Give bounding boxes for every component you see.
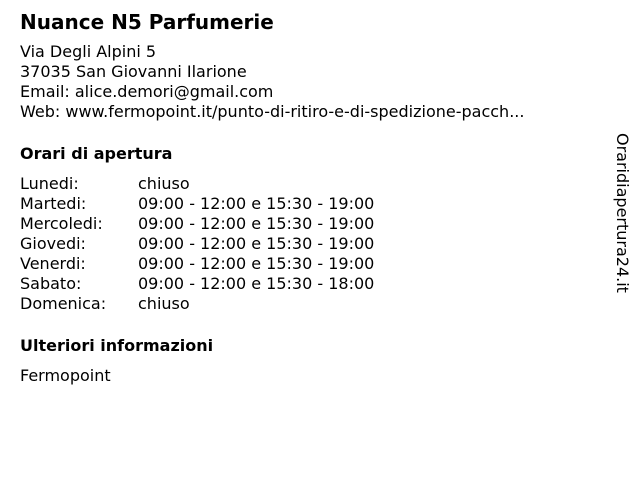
email-line — [20, 82, 600, 102]
hours-row — [20, 214, 374, 234]
email-label: Email: — [20, 82, 70, 101]
business-card — [20, 10, 600, 386]
hours-day: Venerdi: — [20, 254, 86, 273]
hours-day: Domenica: — [20, 294, 107, 313]
hours-day: Sabato: — [20, 274, 82, 293]
hours-time: 09:00 - 12:00 e 15:30 - 19:00 — [138, 234, 375, 253]
site-brand: Oraridiapertura24.it — [613, 133, 632, 293]
hours-day: Martedi: — [20, 194, 87, 213]
address-street: Via Degli Alpini 5 — [20, 42, 157, 61]
hours-row — [20, 174, 374, 194]
hours-row — [20, 194, 374, 214]
hours-row — [20, 274, 374, 294]
web-link[interactable]: www.fermopoint.it/punto-di-ritiro-e-di-spedizione-pacch... — [65, 102, 525, 121]
info-title: Ulteriori informazioni — [20, 336, 214, 355]
hours-table — [20, 174, 374, 314]
hours-time: 09:00 - 12:00 e 15:30 - 19:00 — [138, 194, 375, 213]
web-label: Web: — [20, 102, 61, 121]
web-line — [20, 102, 595, 122]
hours-time: 09:00 - 12:00 e 15:30 - 18:00 — [138, 274, 375, 293]
hours-day: Giovedi: — [20, 234, 86, 253]
hours-row — [20, 294, 374, 314]
hours-row — [20, 234, 374, 254]
hours-row — [20, 254, 374, 274]
email-link[interactable]: alice.demori@gmail.com — [74, 82, 274, 101]
hours-time: 09:00 - 12:00 e 15:30 - 19:00 — [138, 214, 375, 233]
hours-title: Orari di apertura — [20, 144, 173, 163]
hours-time: chiuso — [138, 174, 190, 193]
hours-time: 09:00 - 12:00 e 15:30 - 19:00 — [138, 254, 375, 273]
hours-time: chiuso — [138, 294, 190, 313]
address-city: 37035 San Giovanni Ilarione — [20, 62, 247, 81]
hours-day: Mercoledi: — [20, 214, 103, 233]
hours-day: Lunedi: — [20, 174, 79, 193]
business-name: Nuance N5 Parfumerie — [20, 10, 274, 34]
info-text: Fermopoint — [20, 366, 111, 385]
